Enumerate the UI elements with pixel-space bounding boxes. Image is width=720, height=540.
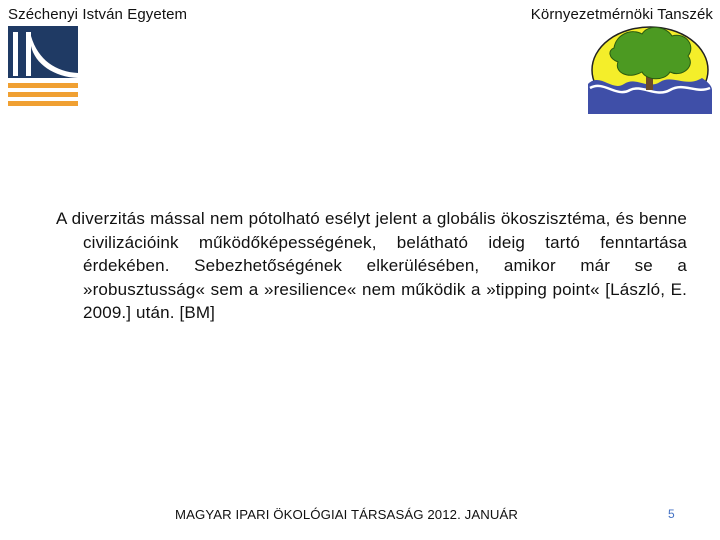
footer-text: MAGYAR IPARI ÖKOLÓGIAI TÁRSASÁG 2012. JANUÁR	[175, 507, 518, 522]
main-paragraph: A diverzitás mással nem pótolható esélyt jelent a globális ökoszisztéma, és benne civilizációink működőképességének, belátható ideig tartó fenntartása érdekében. Sebezhetőségének elkerülésében, amikor már se a »robusztusság« sem a »resilience« nem működik a »tipping point« [László, E. 2009.] után. [BM]	[56, 209, 687, 323]
page-number: 5	[668, 507, 675, 521]
header-department-name: Környezetmérnöki Tanszék	[530, 6, 713, 23]
tree-sun-logo-icon	[584, 22, 714, 114]
header-university-name: Széchenyi István Egyetem	[8, 6, 188, 23]
university-logo-icon	[8, 26, 78, 108]
